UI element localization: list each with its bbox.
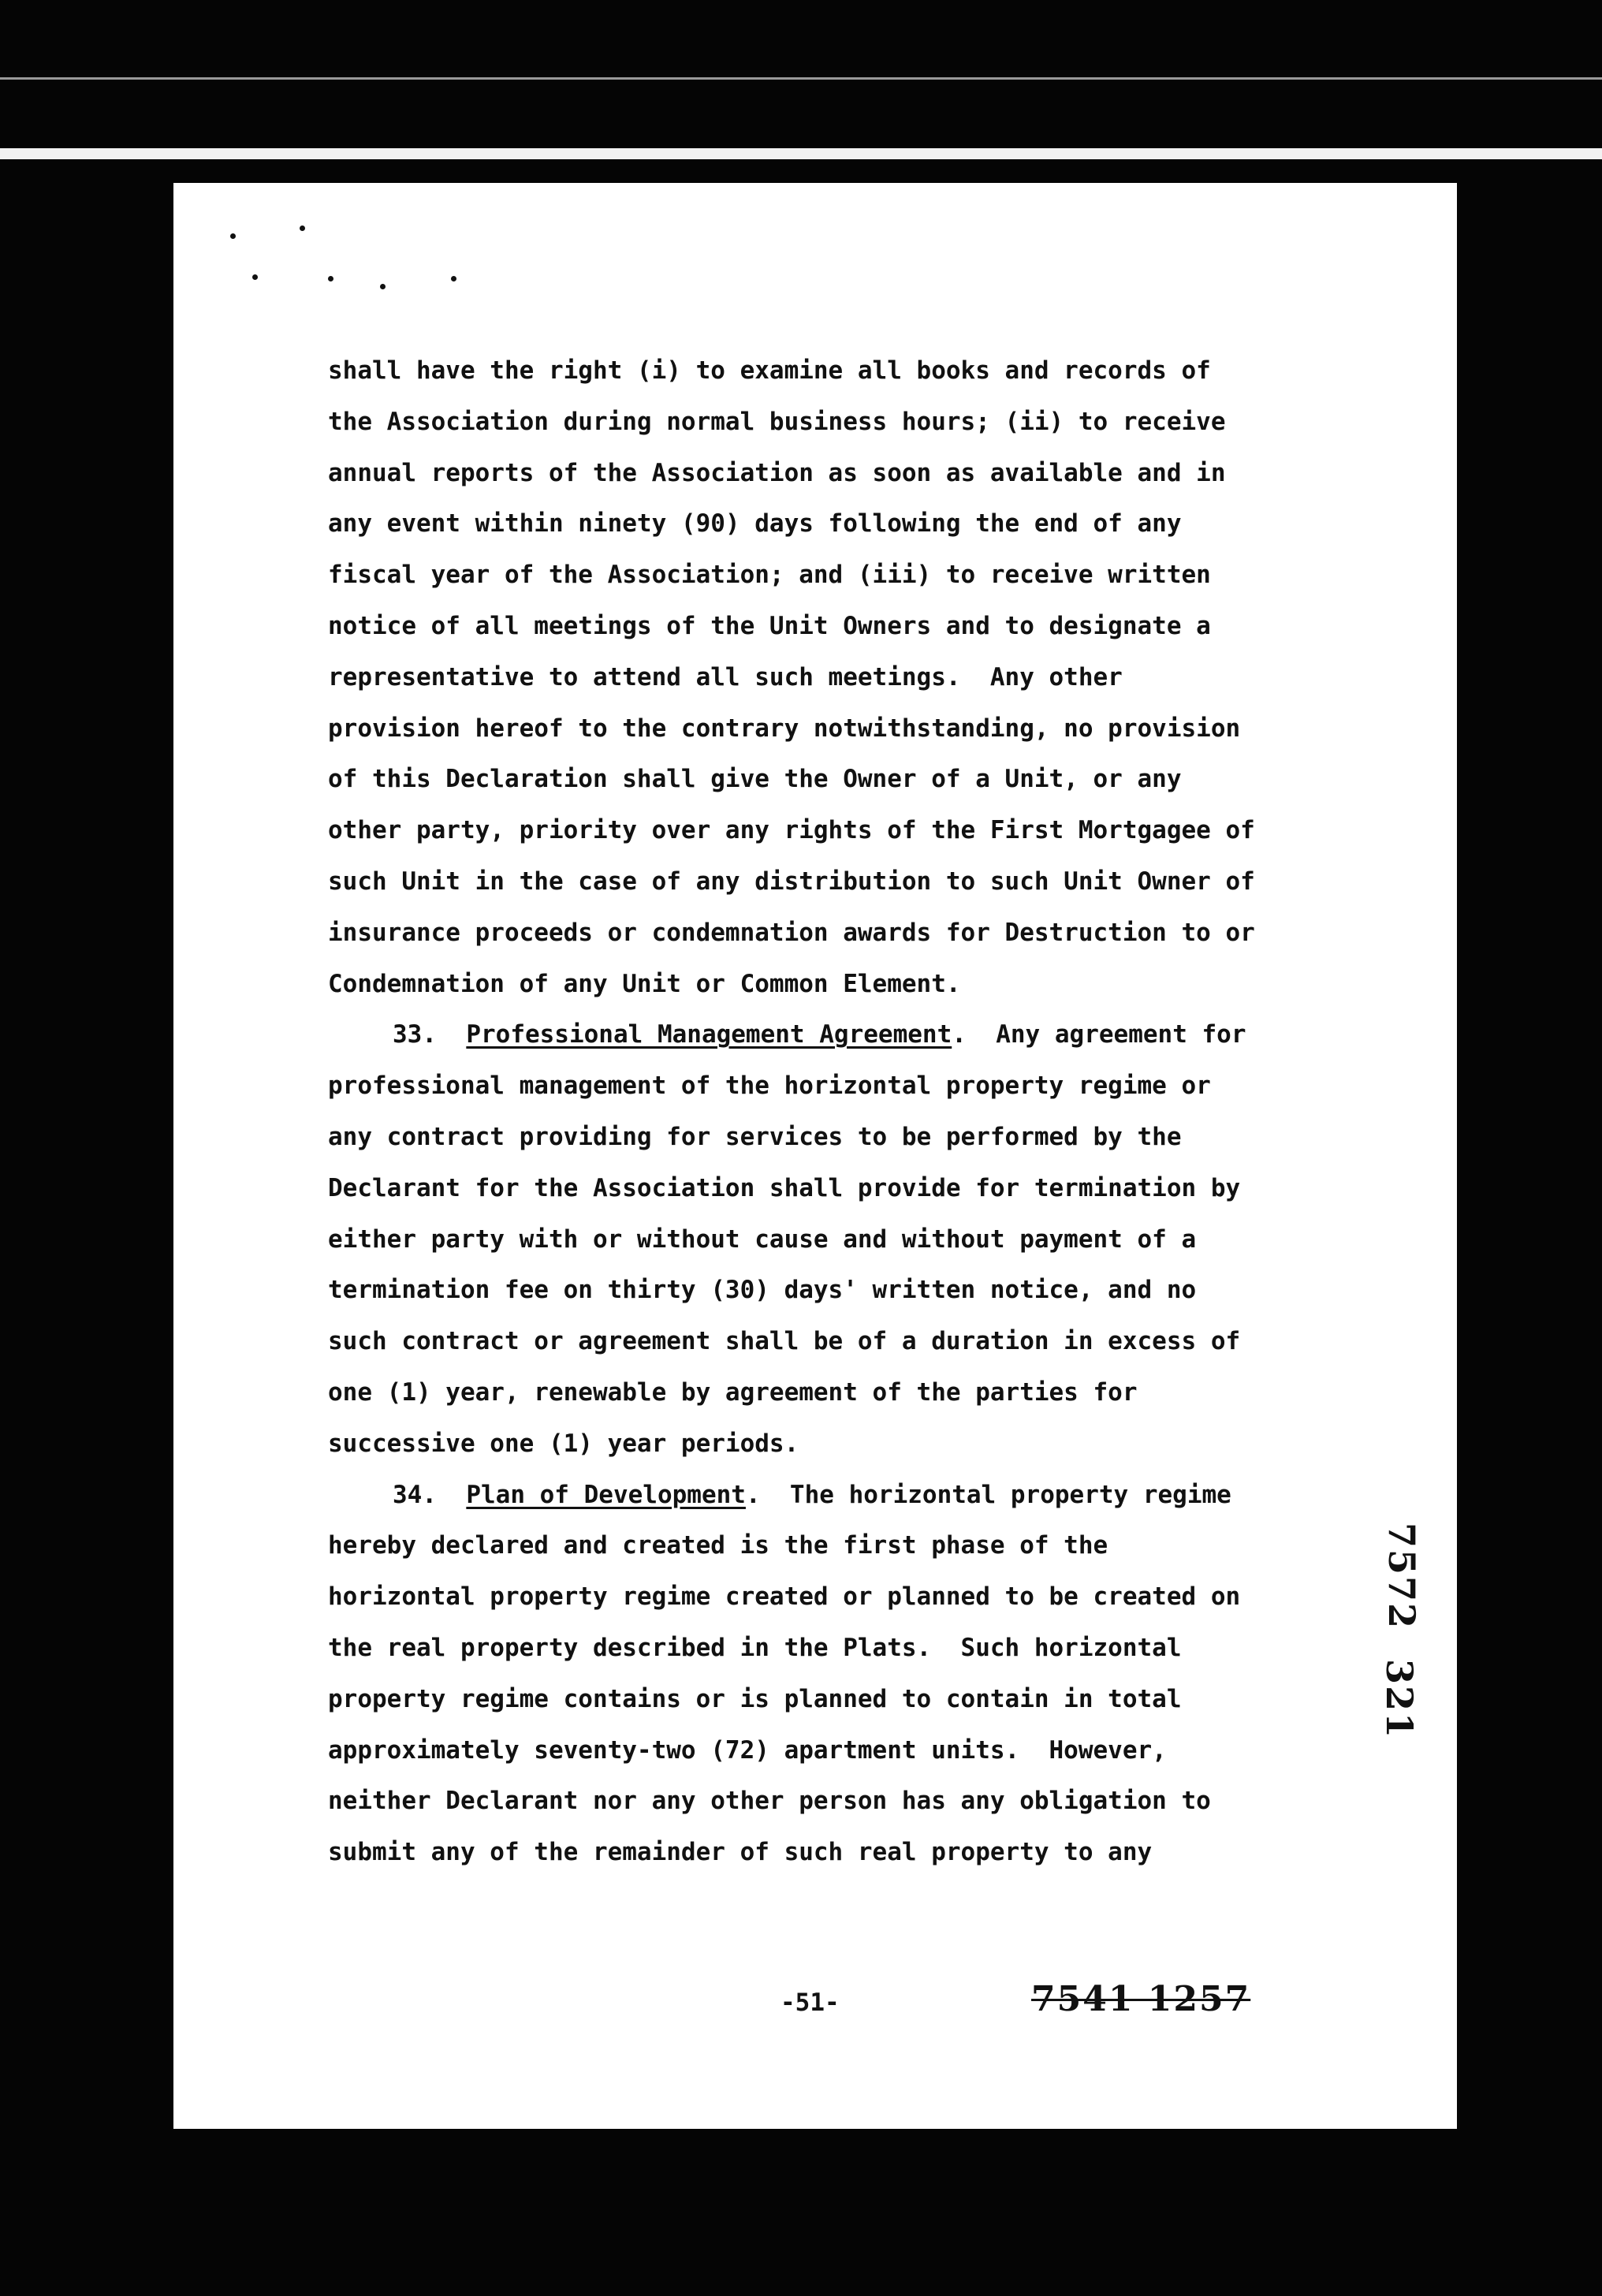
text-line: provision hereof to the contrary notwithstanding, no provision bbox=[328, 714, 1241, 743]
scan-speck bbox=[451, 276, 456, 281]
page-number: -51- bbox=[781, 1988, 840, 2017]
text-line: Declarant for the Association shall provide for termination by bbox=[328, 1173, 1241, 1202]
text-line: fiscal year of the Association; and (iii) to receive written bbox=[328, 561, 1211, 590]
scan-speck bbox=[300, 226, 305, 231]
text-line: any contract providing for services to be performed by the bbox=[328, 1122, 1182, 1151]
text-line: any event within ninety (90) days following the end of any bbox=[328, 509, 1182, 539]
text-line: such contract or agreement shall be of a duration in excess of bbox=[328, 1327, 1241, 1356]
text-line: submit any of the remainder of such real property to any bbox=[328, 1838, 1153, 1867]
text-line: horizontal property regime created or planned to be created on bbox=[328, 1582, 1241, 1612]
scan-speck bbox=[252, 274, 258, 280]
document-body bbox=[328, 345, 1463, 1878]
scan-speck bbox=[328, 276, 333, 281]
section-34-first-line bbox=[328, 1470, 1463, 1521]
text-line: property regime contains or is planned to contain in total bbox=[328, 1684, 1182, 1713]
text-line: hereby declared and created is the first phase of the bbox=[328, 1531, 1108, 1560]
section-33-first-line-text: . Any agreement for bbox=[952, 1020, 1246, 1049]
text-line: professional management of the horizontal property regime or bbox=[328, 1072, 1211, 1101]
section-33-heading: Professional Management Agreement bbox=[466, 1020, 952, 1049]
text-line: of this Declaration shall give the Owner of a Unit, or any bbox=[328, 765, 1182, 794]
text-line: successive one (1) year periods. bbox=[328, 1429, 799, 1458]
text-line: either party with or without cause and without payment of a bbox=[328, 1224, 1197, 1254]
text-line: approximately seventy-two (72) apartment units. However, bbox=[328, 1735, 1167, 1765]
section-33-first-line bbox=[328, 1009, 1463, 1060]
text-line: the Association during normal business hours; (ii) to receive bbox=[328, 407, 1226, 436]
text-line: the real property described in the Plats. Such horizontal bbox=[328, 1633, 1182, 1662]
recording-stamp-old: 7541 1257 bbox=[1031, 1979, 1251, 2019]
book-page-stamp: 321 bbox=[1378, 1658, 1421, 1740]
text-line: other party, priority over any rights of the First Mortgagee of bbox=[328, 816, 1255, 845]
text-line: annual reports of the Association as soon as available and in bbox=[328, 458, 1226, 487]
text-line: shall have the right (i) to examine all books and records of bbox=[328, 356, 1211, 385]
text-line: notice of all meetings of the Unit Owners and to designate a bbox=[328, 611, 1211, 640]
section-34-heading: Plan of Development bbox=[466, 1480, 746, 1509]
scan-border-strip bbox=[0, 148, 1602, 159]
section-34-number: 34. bbox=[393, 1480, 437, 1509]
document-page bbox=[173, 183, 1457, 2129]
scan-speck bbox=[230, 233, 236, 239]
text-line: neither Declarant nor any other person has any obligation to bbox=[328, 1787, 1211, 1816]
text-line: such Unit in the case of any distribution to such Unit Owner of bbox=[328, 867, 1255, 896]
scan-speck bbox=[380, 284, 386, 289]
scan-border-line bbox=[0, 77, 1602, 80]
text-line: representative to attend all such meetings. Any other bbox=[328, 662, 1123, 691]
book-volume-stamp: 7572 bbox=[1380, 1522, 1423, 1631]
text-line: one (1) year, renewable by agreement of the parties for bbox=[328, 1377, 1138, 1407]
section-34-first-line-text: . The horizontal property regime bbox=[745, 1480, 1231, 1509]
recording-stamp bbox=[1031, 1979, 1250, 2019]
text-line: termination fee on thirty (30) days' written notice, and no bbox=[328, 1276, 1197, 1305]
text-line: insurance proceeds or condemnation awards for Destruction to or bbox=[328, 918, 1255, 947]
section-33-number: 33. bbox=[393, 1020, 437, 1049]
text-line: Condemnation of any Unit or Common Element. bbox=[328, 969, 961, 998]
